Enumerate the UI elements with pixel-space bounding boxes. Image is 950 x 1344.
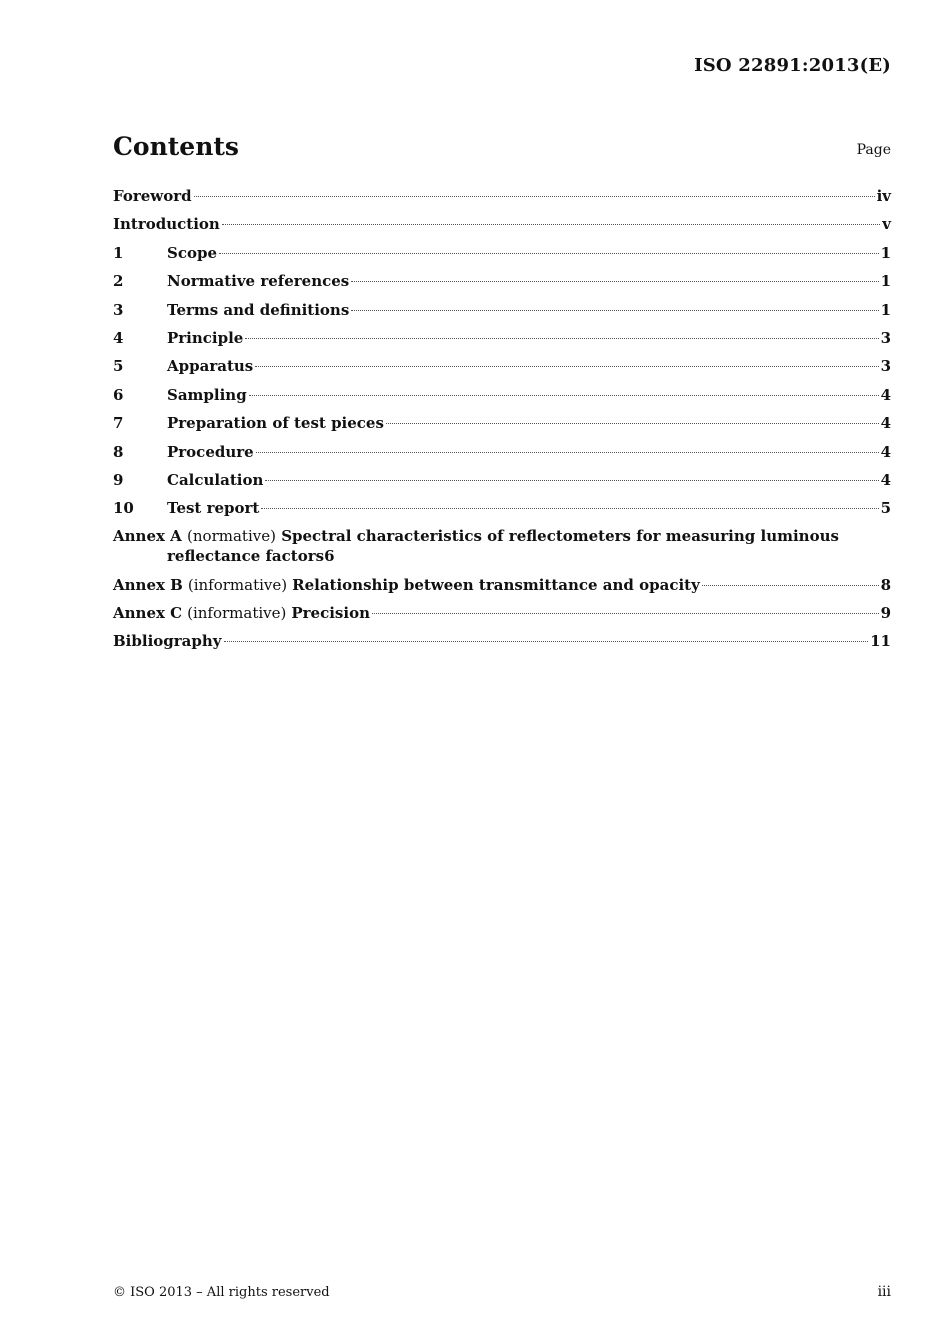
toc-entry-page: 8 (880, 575, 891, 594)
toc-entry-normative-references[interactable] (113, 270, 891, 298)
toc-entry-label: Terms and definitions (167, 300, 350, 319)
toc-entry-foreword[interactable] (113, 185, 891, 213)
toc-entry-page: 3 (880, 357, 891, 376)
toc-entry-number: 6 (113, 385, 124, 404)
toc-entry-label: Sampling (167, 385, 247, 404)
toc-entry-sampling[interactable] (113, 384, 891, 412)
annex-title: Relationship between transmittance and opacity (292, 575, 700, 594)
toc-entry-apparatus[interactable] (113, 355, 891, 383)
toc-entry-label: Calculation (167, 470, 264, 489)
toc-entry-calculation[interactable] (113, 469, 891, 497)
page-title: Contents (113, 132, 240, 161)
annex-type: (normative) (187, 526, 276, 545)
annex-type: (informative) (187, 604, 287, 623)
dot-leader (249, 395, 879, 396)
toc-entry-label: Foreword (113, 187, 192, 205)
toc-entry-number: 5 (113, 357, 124, 376)
dot-leader (194, 196, 875, 197)
annex-type: (informative) (187, 575, 288, 594)
table-of-contents (113, 185, 891, 659)
toc-entry-label: Introduction (113, 215, 220, 234)
toc-entry-label: Scope (167, 243, 218, 262)
toc-entry-terms-and-definitions[interactable] (113, 299, 891, 327)
toc-entry-label: Preparation of test pieces (167, 414, 384, 433)
toc-entry-label: Bibliography (113, 632, 222, 651)
toc-entry-introduction[interactable] (113, 213, 891, 241)
toc-entry-number: 3 (113, 300, 124, 319)
toc-entry-page: 4 (880, 470, 891, 489)
toc-entry-page: 5 (880, 499, 891, 518)
toc-entry-label: Test report (167, 499, 260, 518)
toc-entry-number: 9 (113, 470, 124, 489)
dot-leader (256, 452, 879, 453)
copyright-notice: © ISO 2013 – All rights reserved (113, 1285, 330, 1300)
toc-entry-annex-c[interactable] (113, 602, 891, 630)
toc-entry-label: Normative references (167, 272, 350, 291)
page-number: iii (877, 1284, 891, 1300)
toc-entry-page: 3 (880, 328, 891, 347)
toc-entry-page: 1 (880, 272, 891, 291)
toc-entry-annex-b[interactable] (113, 574, 891, 602)
dot-leader (245, 338, 878, 339)
contents-header (113, 132, 891, 166)
annex-title: Precision (291, 604, 370, 623)
annex-title-line1: Spectral characteristics of reflectometers for measuring luminous (281, 526, 839, 545)
toc-entry-preparation-of-test-pieces[interactable] (113, 412, 891, 440)
dot-leader (351, 310, 878, 311)
toc-entry-number: 4 (113, 328, 124, 347)
toc-entry-label: Principle (167, 328, 244, 347)
dot-leader (265, 480, 878, 481)
toc-entry-principle[interactable] (113, 327, 891, 355)
toc-entry-label: Apparatus (167, 357, 254, 376)
toc-entry-procedure[interactable] (113, 441, 891, 469)
toc-entry-bibliography[interactable] (113, 630, 891, 658)
toc-entry-page: iv (876, 187, 891, 205)
toc-entry-number: 2 (113, 272, 124, 291)
dot-leader (372, 613, 879, 614)
page-column-label: Page (856, 142, 891, 158)
toc-entry-number: 8 (113, 442, 124, 461)
toc-entry-scope[interactable] (113, 242, 891, 270)
dot-leader (219, 253, 879, 254)
dot-leader (261, 508, 878, 509)
document-identifier: ISO 22891:2013(E) (694, 55, 891, 76)
toc-entry-page: 11 (870, 632, 891, 651)
toc-entry-page: 1 (880, 243, 891, 262)
toc-entry-page: 4 (880, 385, 891, 404)
toc-entry-label: Procedure (167, 442, 254, 461)
annex-title-line2: reflectance factors (167, 546, 325, 565)
toc-entry-page: 9 (880, 604, 891, 623)
dot-leader (222, 224, 880, 225)
dot-leader (224, 641, 869, 642)
annex-prefix: Annex B (113, 575, 183, 594)
annex-prefix: Annex C (113, 604, 183, 623)
toc-entry-number: 1 (113, 243, 124, 262)
toc-entry-page: 4 (880, 442, 891, 461)
dot-leader (702, 585, 879, 586)
toc-entry-page: 1 (880, 300, 891, 319)
annex-prefix: Annex A (113, 526, 182, 545)
toc-entry-page: 4 (880, 414, 891, 433)
dot-leader (351, 281, 878, 282)
toc-entry-number: 7 (113, 414, 124, 433)
toc-entry-test-report[interactable] (113, 497, 891, 525)
toc-entry-annex-a[interactable] (113, 526, 891, 574)
toc-entry-page: v (882, 215, 891, 234)
toc-entry-number: 10 (113, 499, 134, 518)
dot-leader (255, 366, 878, 367)
dot-leader (386, 423, 879, 424)
toc-entry-page: 6 (324, 546, 335, 565)
